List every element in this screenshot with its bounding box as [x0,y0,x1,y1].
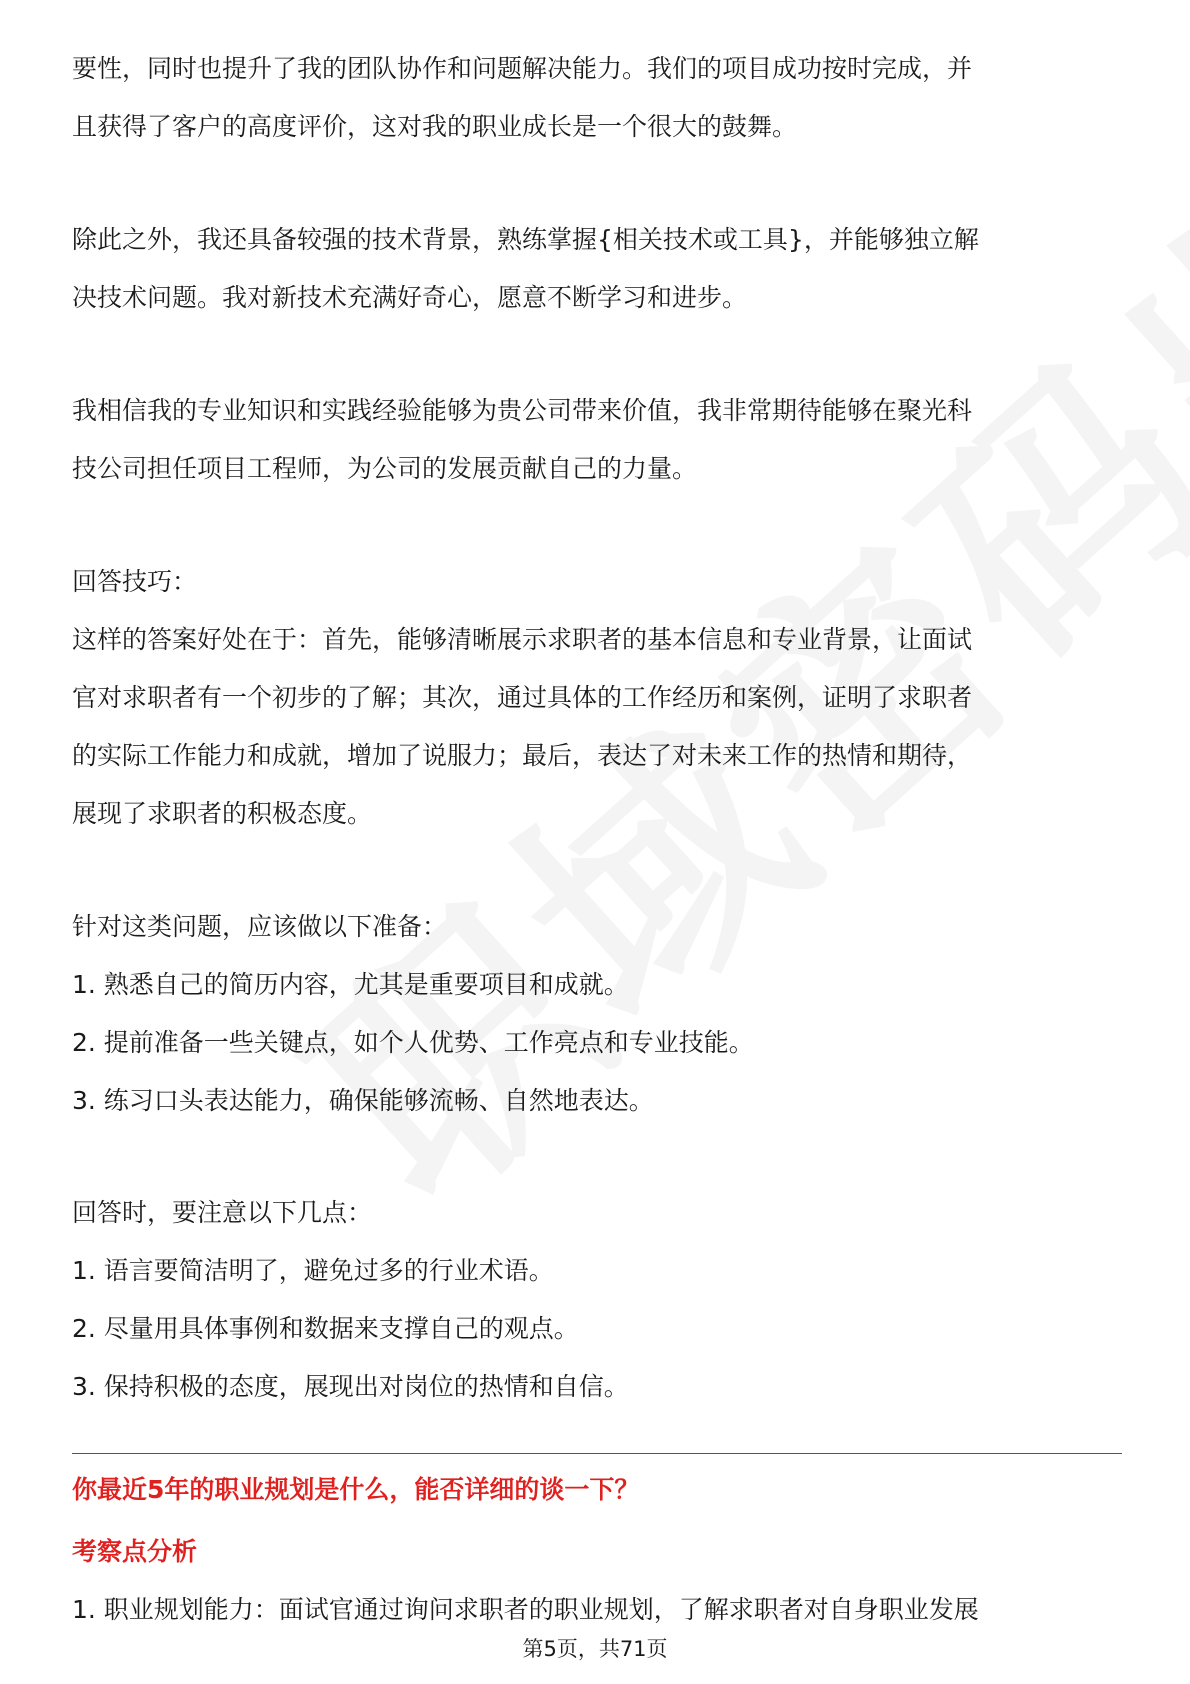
attention-heading: 回答时，要注意以下几点： [72,1198,373,1227]
paragraph-2-line-2: 决技术问题。我对新技术充满好奇心，愿意不断学习和进步。 [72,283,748,312]
paragraph-3-line-2: 技公司担任项目工程师，为公司的发展贡献自己的力量。 [72,454,698,483]
tips-line: 这样的答案好处在于：首先，能够清晰展示求职者的基本信息和专业背景，让面试 [72,625,973,654]
prep-item: 3. 练习口头表达能力，确保能够流畅、自然地表达。 [72,1086,654,1115]
tips-heading: 回答技巧： [72,567,198,596]
prep-item: 1. 熟悉自己的简历内容，尤其是重要项目和成就。 [72,970,629,999]
question-title: 你最近5年的职业规划是什么，能否详细的谈一下？ [72,1475,640,1504]
tips-line: 的实际工作能力和成就，增加了说服力；最后，表达了对未来工作的热情和期待， [72,741,973,770]
analysis-subheading: 考察点分析 [72,1537,198,1566]
paragraph-1-line-1: 要性，同时也提升了我的团队协作和问题解决能力。我们的项目成功按时完成，并 [72,54,973,83]
paragraph-3-line-1: 我相信我的专业知识和实践经验能够为贵公司带来价值，我非常期待能够在聚光科 [72,396,973,425]
prep-heading: 针对这类问题，应该做以下准备： [72,912,448,941]
page-footer: 第5页，共71页 [522,1637,668,1661]
tips-line: 官对求职者有一个初步的了解；其次，通过具体的工作经历和案例，证明了求职者 [72,683,973,712]
analysis-item: 1. 职业规划能力：面试官通过询问求职者的职业规划，了解求职者对自身职业发展 [72,1595,979,1624]
paragraph-2-line-1: 除此之外，我还具备较强的技术背景，熟练掌握{相关技术或工具}，并能够独立解 [72,225,979,254]
tips-line: 展现了求职者的积极态度。 [72,799,373,828]
section-divider [72,1453,1122,1454]
attention-item: 1. 语言要简洁明了，避免过多的行业术语。 [72,1256,554,1285]
paragraph-1-line-2: 且获得了客户的高度评价，这对我的职业成长是一个很大的鼓舞。 [72,112,798,141]
prep-item: 2. 提前准备一些关键点，如个人优势、工作亮点和专业技能。 [72,1028,754,1057]
attention-item: 2. 尽量用具体事例和数据来支撑自己的观点。 [72,1314,579,1343]
document-body [72,40,1122,1416]
attention-item: 3. 保持积极的态度，展现出对岗位的热情和自信。 [72,1372,629,1401]
